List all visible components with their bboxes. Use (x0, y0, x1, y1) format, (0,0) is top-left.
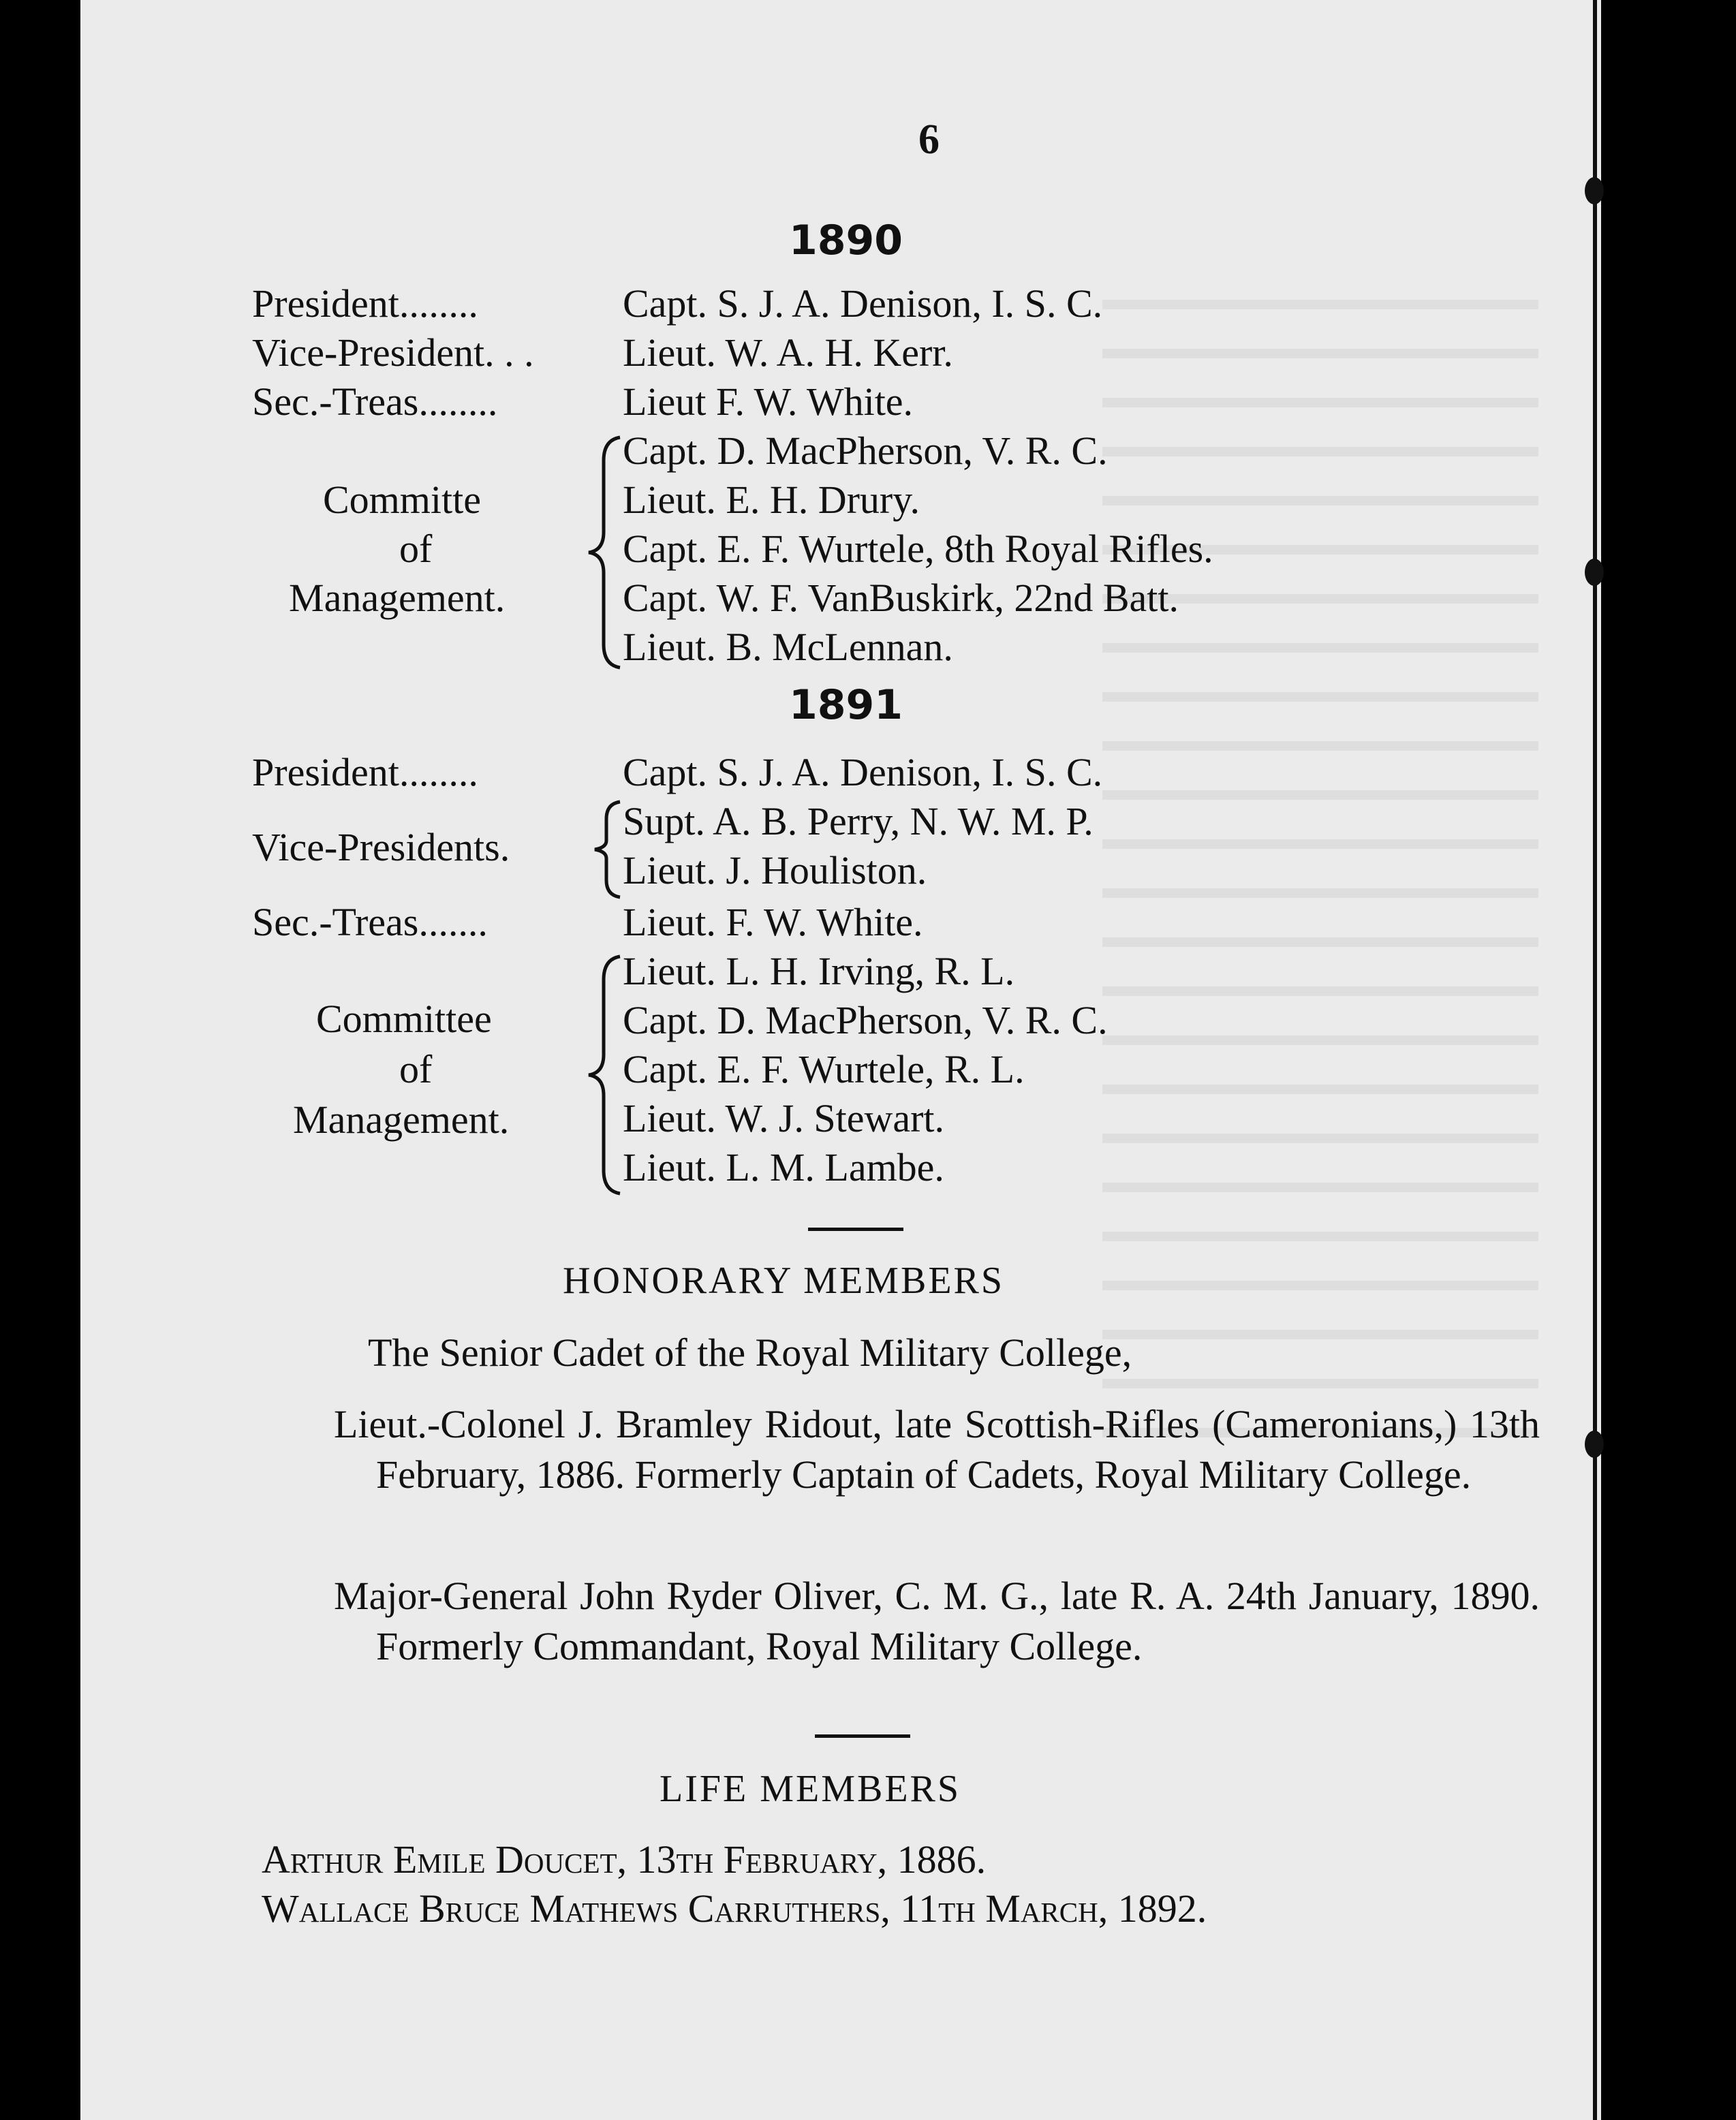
committee-member-1891-4: Lieut. W. J. Stewart. (623, 1096, 945, 1140)
vice-president-1891-2: Lieut. J. Houliston. (623, 848, 927, 892)
committee-member-1891-1: Lieut. L. H. Irving, R. L. (623, 949, 1015, 993)
president-label-1891: President........ (252, 750, 478, 794)
brace-vice-presidents-1891 (591, 798, 625, 901)
brace-committee-1891 (585, 952, 625, 1198)
sec-treas-label-1891: Sec.-Treas....... (252, 900, 488, 944)
senior-cadet-line: The Senior Cadet of the Royal Military College, (368, 1330, 1132, 1375)
committee-member-1890-4: Capt. W. F. VanBuskirk, 22nd Batt. (623, 576, 1179, 620)
section-divider-1 (808, 1228, 903, 1231)
brace-committee-1890 (585, 433, 625, 672)
committee-member-1890-5: Lieut. B. McLennan. (623, 625, 953, 669)
life-member-1: Arthur Emile Doucet, 13th February, 1886. (262, 1837, 987, 1882)
binding-stitch-mark (1585, 177, 1604, 204)
vice-president-label-1890: Vice-President. . . (252, 330, 534, 375)
committee-member-1890-1: Capt. D. MacPherson, V. R. C. (623, 428, 1108, 473)
sec-treas-value-1890: Lieut F. W. White. (623, 379, 914, 424)
vice-president-1891-1: Supt. A. B. Perry, N. W. M. P. (623, 799, 1094, 843)
committee-member-1891-2: Capt. D. MacPherson, V. R. C. (623, 998, 1108, 1042)
life-members-heading: LIFE MEMBERS (660, 1768, 961, 1810)
document-page (80, 0, 1601, 2120)
committee-label-line-3-1891: Management. (293, 1097, 510, 1142)
binding-stitch-mark (1585, 1431, 1604, 1458)
honorary-entry-2: Major-General John Ryder Oliver, C. M. G., late R. A. 24th January, 1890. Formerly Commandant, Royal Military College. (334, 1574, 1540, 1668)
president-value-1890: Capt. S. J. A. Denison, I. S. C. (623, 281, 1103, 326)
committee-label-line-3-1890: Management. (289, 576, 506, 620)
sec-treas-value-1891: Lieut. F. W. White. (623, 900, 923, 944)
president-value-1891: Capt. S. J. A. Denison, I. S. C. (623, 750, 1103, 794)
life-member-2: Wallace Bruce Mathews Carruthers, 11th March, 1892. (262, 1886, 1207, 1931)
committee-member-1891-3: Capt. E. F. Wurtele, R. L. (623, 1047, 1025, 1091)
year-heading-1890: 1890 (789, 217, 903, 264)
committee-label-line-1-1891: Committee (316, 997, 492, 1041)
president-label-1890: President........ (252, 281, 478, 326)
vice-president-value-1890: Lieut. W. A. H. Kerr. (623, 330, 953, 375)
committee-member-1890-2: Lieut. E. H. Drury. (623, 478, 920, 522)
honorary-members-heading: HONORARY MEMBERS (563, 1260, 1005, 1302)
binding-stitch-mark (1585, 559, 1604, 586)
committee-member-1890-3: Capt. E. F. Wurtele, 8th Royal Rifles. (623, 527, 1213, 571)
sec-treas-label-1890: Sec.-Treas........ (252, 379, 498, 424)
committee-label-line-2-1891: of (399, 1047, 433, 1091)
page-number: 6 (918, 116, 940, 163)
committee-label-line-1-1890: Committe (323, 478, 481, 522)
committee-member-1891-5: Lieut. L. M. Lambe. (623, 1145, 944, 1189)
section-divider-2 (815, 1734, 910, 1738)
binding-edge-line (1593, 0, 1597, 2120)
year-heading-1891: 1891 (789, 681, 903, 729)
vice-presidents-label-1891: Vice-Presidents. (252, 825, 510, 869)
honorary-entry-1: Lieut.-Colonel J. Bramley Ridout, late Scottish-Rifles (Cameronians,) 13th February, 1886. Formerly Captain of Cadets, Royal Military College. (334, 1402, 1540, 1497)
committee-label-line-2-1890: of (399, 527, 433, 571)
